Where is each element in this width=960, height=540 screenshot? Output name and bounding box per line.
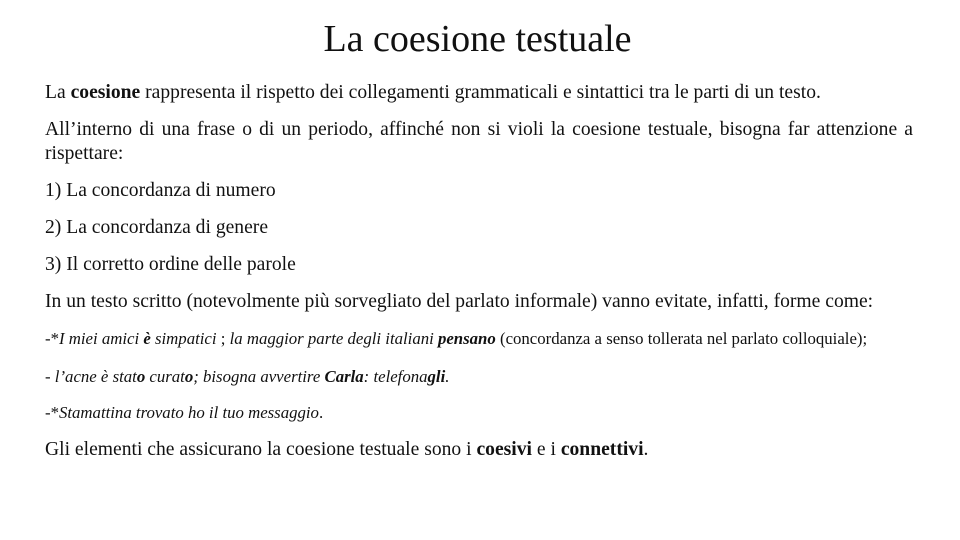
list-item-number: 1) La concordanza di numero [45, 180, 276, 201]
text-run: - [45, 367, 55, 386]
example-order [45, 401, 913, 424]
text-run: Gli elementi che assicurano la coesione testuale sono i [45, 439, 477, 460]
text-run: e i [531, 439, 561, 460]
text-run: rappresenta il rispetto dei collegamenti grammaticali e sintattici tra le parti di un testo. [140, 82, 821, 103]
example-gender [45, 365, 913, 388]
example-highlight: gli [427, 367, 446, 386]
example-text: l’acne è stat [54, 367, 137, 386]
text-run: . [318, 403, 324, 422]
example-text: curat [145, 367, 185, 386]
example-highlight: è [143, 329, 151, 348]
example-highlight: o [184, 367, 194, 386]
example-text: ; bisogna avvertire [193, 367, 325, 386]
example-highlight: Carla [324, 367, 364, 386]
conclusion-paragraph [45, 438, 913, 462]
example-text: . [445, 367, 450, 386]
keyword-connettivi: connettivi [560, 439, 644, 460]
text-run: ; [216, 329, 230, 348]
example-agreement [45, 327, 913, 350]
example-text: Stamattina trovato ho il tuo messaggio [58, 403, 319, 422]
text-run: La [45, 82, 71, 103]
definition-paragraph [45, 81, 913, 105]
text-run: -* [45, 403, 59, 422]
text-run: . [643, 439, 649, 460]
intro-paragraph: All’interno di una frase o di un periodo, affinché non si violi la coesione testuale, bisogna far attenzione a rispettare: [45, 119, 913, 164]
example-highlight: pensano [437, 329, 496, 348]
example-text: I miei amici [58, 329, 144, 348]
example-highlight: o [136, 367, 146, 386]
written-text-paragraph: In un testo scritto (notevolmente più sorvegliato del parlato informale) vanno evitate, infatti, forme come: [45, 291, 874, 312]
slide-body [45, 81, 913, 462]
list-item-gender: 2) La concordanza di genere [45, 217, 269, 238]
keyword-coesivi: coesivi [476, 439, 532, 460]
keyword-coesione: coesione [70, 82, 141, 103]
slide-title: La coesione testuale [323, 18, 632, 60]
example-text: la maggior parte degli italiani [229, 329, 438, 348]
example-text: : telefona [363, 367, 428, 386]
text-run: -* [45, 329, 59, 348]
list-item-order: 3) Il corretto ordine delle parole [45, 254, 296, 275]
text-run: (concordanza a senso tollerata nel parlato colloquiale); [495, 329, 868, 348]
example-text: simpatici [150, 329, 217, 348]
